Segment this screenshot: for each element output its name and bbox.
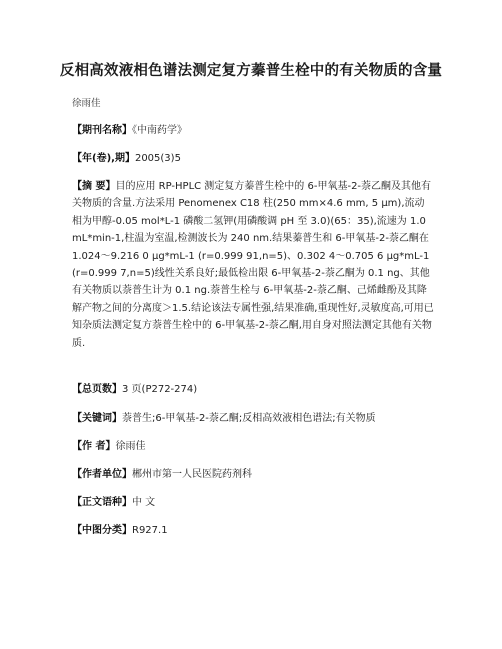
keywords-field: [72, 410, 434, 427]
affiliation-label: 【作者单位】: [72, 469, 132, 480]
author-byline: 徐雨佳: [72, 98, 101, 109]
affiliation-value: 郴州市第一人民医院药剂科: [132, 469, 252, 480]
language-value: 中 文: [132, 497, 156, 508]
author-field: [72, 438, 434, 455]
pages-value: 3 页(P272-274): [122, 384, 198, 395]
classification-value: R927.1: [132, 525, 168, 536]
language-field: [72, 494, 434, 511]
year-issue-field: [72, 150, 434, 167]
year-issue-value: 2005(3)5: [134, 153, 181, 164]
pages-field: [72, 381, 434, 398]
journal-label: 【期刊名称】: [72, 125, 132, 136]
abstract-field: [72, 178, 434, 352]
year-issue-label: 【年(卷),期】: [72, 153, 135, 164]
journal-field: [72, 122, 434, 139]
keywords-label: 【关键词】: [72, 413, 122, 424]
abstract-value: 目的应用 RP-HPLC 测定复方蓁普生栓中的 6-甲氧基-2-萘乙酮及其他有关物质的含量.方法采用 Penomenex C18 柱(250 mm×4.6 mm, 5 μm),流动相为甲醇-0.05 mol*L-1 磷酸二氢钾(用磷酸调 pH 至 3.0)(65：35),流速为 1.0 mL*min-1,柱温为室温,检测波长为 240 nm.结果蓁普生和 6-甲氧基-2-萘乙酮在 1.024～9.216 0 μg*mL-1 (r=0.999 91,n=5)、0.302 4～0.705 6 μg*mL-1(r=0.999 7,n=5)线性关系良好;最低检出限 6-甲氧基-2-萘乙酮为 0.1 ng、其他有关物质以萘普生计为 0.1 ng.萘普生栓与 6-甲氧基-2-萘乙酮、己烯雌酚及其降解产物之间的分离度＞1.5.结论该法专属性强,结果准确,重现性好,灵敏度高,可用已知杂质法测定复方萘普生栓中的 6-甲氧基-2-萘乙酮,用自身对照法测定其他有关物质.: [72, 181, 434, 349]
article-title: 反相高效液相色谱法测定复方蓁普生栓中的有关物质的含量: [59, 63, 443, 79]
language-label: 【正文语种】: [72, 497, 132, 508]
author-value: 徐雨佳: [115, 441, 146, 452]
affiliation-field: [72, 466, 434, 483]
journal-value: 《中南药学》: [132, 125, 187, 136]
keywords-value: 萘普生;6-甲氧基-2-萘乙酮;反相高效液相色谱法;有关物质: [122, 413, 376, 424]
classification-field: [72, 522, 434, 539]
author-label: 【作 者】: [72, 441, 116, 452]
classification-label: 【中图分类】: [72, 525, 132, 536]
pages-label: 【总页数】: [72, 384, 122, 395]
abstract-label: 【摘 要】: [72, 181, 116, 192]
